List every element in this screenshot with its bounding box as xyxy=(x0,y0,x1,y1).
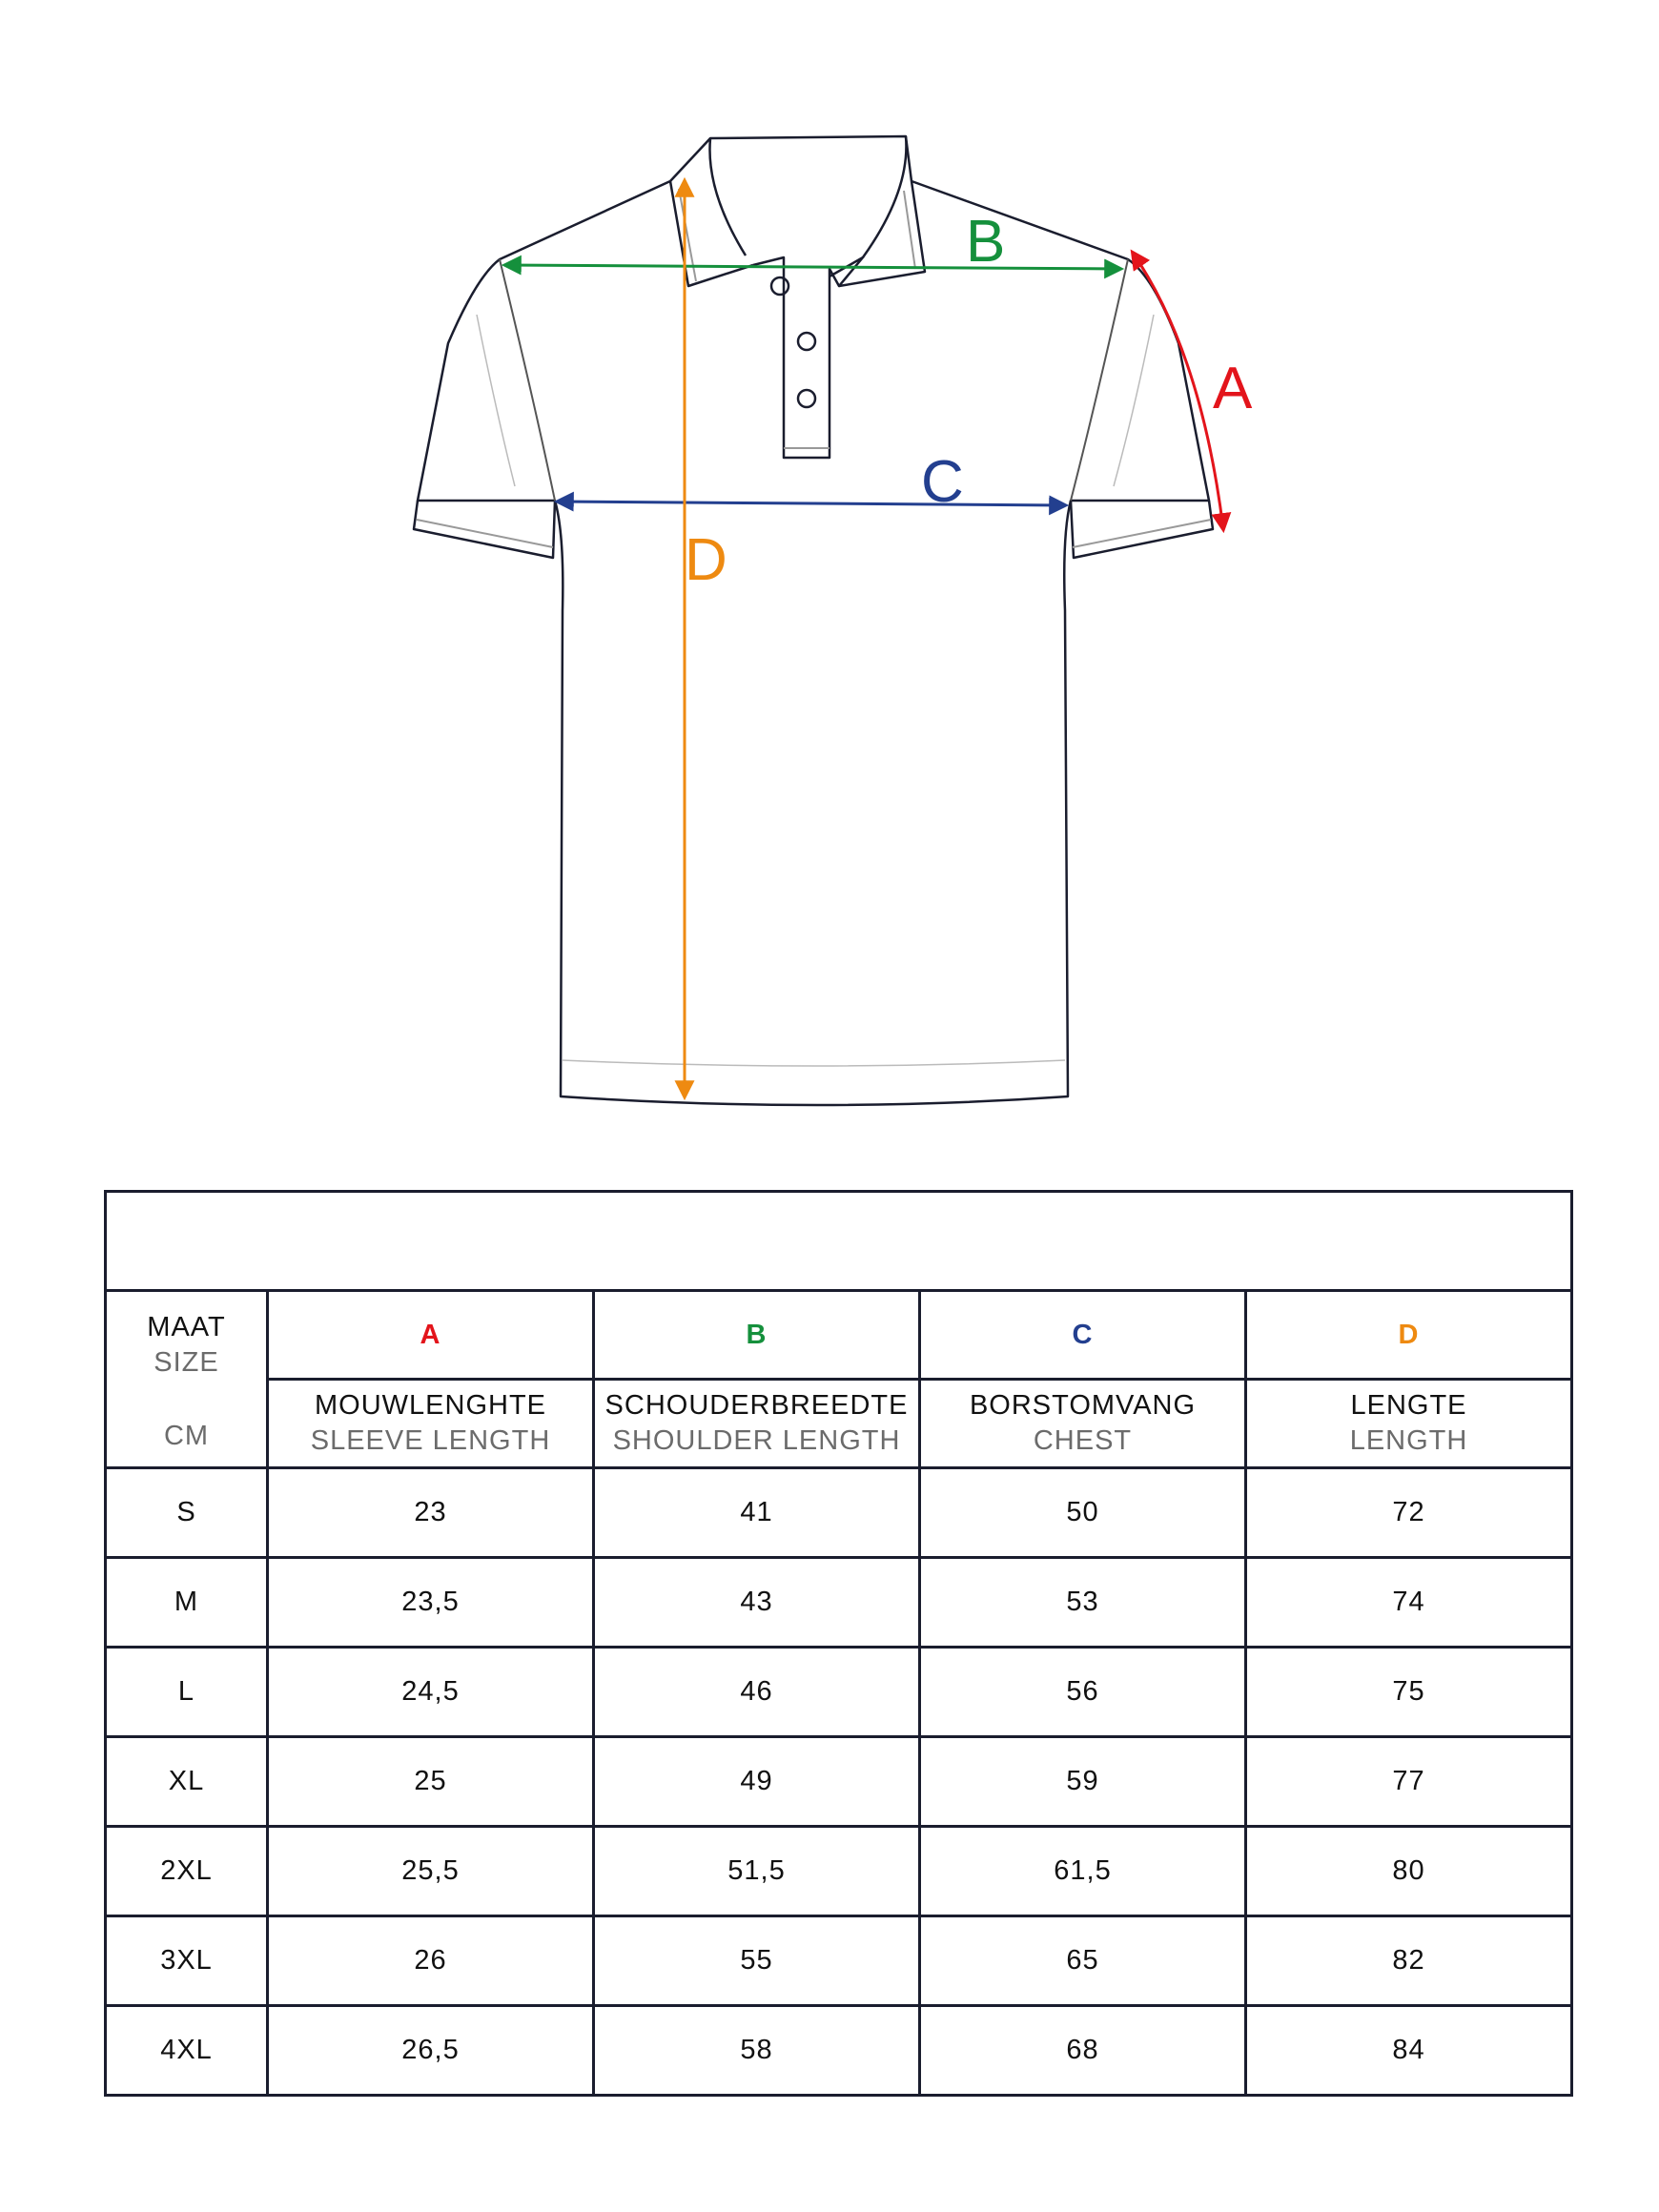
column-letter: B xyxy=(594,1291,920,1380)
label-b: B xyxy=(966,209,1006,275)
column-header-c xyxy=(920,1380,1246,1468)
size-chart-table xyxy=(104,1190,1573,2097)
size-cell: S xyxy=(106,1468,268,1558)
column-label-en: SHOULDER LENGTH xyxy=(612,1425,901,1456)
column-header-a xyxy=(268,1380,594,1468)
value-cell: 26,5 xyxy=(268,2006,594,2096)
column-letter: C xyxy=(920,1291,1246,1380)
table-title xyxy=(106,1192,1572,1291)
column-label-nl: MOUWLENGHTE xyxy=(315,1390,546,1421)
size-header-nl: MAAT xyxy=(147,1312,226,1342)
label-d: D xyxy=(685,527,727,593)
value-cell: 59 xyxy=(920,1737,1246,1827)
table-header-labels xyxy=(106,1380,1572,1468)
table-title-row xyxy=(106,1192,1572,1291)
value-cell: 77 xyxy=(1246,1737,1572,1827)
measure-lines xyxy=(505,181,1223,1096)
table-row xyxy=(106,2006,1572,2096)
value-cell: 72 xyxy=(1246,1468,1572,1558)
table-row xyxy=(106,1916,1572,2006)
value-cell: 74 xyxy=(1246,1558,1572,1648)
column-label-en: CHEST xyxy=(1033,1425,1133,1456)
column-letter: D xyxy=(1246,1291,1572,1380)
value-cell: 23,5 xyxy=(268,1558,594,1648)
shoulder-width-arrow xyxy=(505,265,1120,269)
shirt-outline xyxy=(414,136,1213,1105)
size-cell: XL xyxy=(106,1737,268,1827)
table-row xyxy=(106,1737,1572,1827)
size-cell: 3XL xyxy=(106,1916,268,2006)
size-cell: L xyxy=(106,1648,268,1737)
column-label-nl: BORSTOMVANG xyxy=(969,1390,1197,1421)
column-label-nl: LENGTE xyxy=(1350,1390,1467,1421)
value-cell: 55 xyxy=(594,1916,920,2006)
value-cell: 56 xyxy=(920,1648,1246,1737)
sleeve-length-arrow xyxy=(1133,253,1223,529)
value-cell: 53 xyxy=(920,1558,1246,1648)
size-header-cell xyxy=(106,1291,268,1468)
table-row xyxy=(106,1468,1572,1558)
value-cell: 26 xyxy=(268,1916,594,2006)
size-cell: 2XL xyxy=(106,1827,268,1916)
size-header-unit: CM xyxy=(163,1421,210,1451)
value-cell: 65 xyxy=(920,1916,1246,2006)
value-cell: 50 xyxy=(920,1468,1246,1558)
table-header-letters xyxy=(106,1291,1572,1380)
column-label-en: LENGTH xyxy=(1349,1425,1468,1456)
column-label-en: SLEEVE LENGTH xyxy=(310,1425,551,1456)
value-cell: 82 xyxy=(1246,1916,1572,2006)
value-cell: 61,5 xyxy=(920,1827,1246,1916)
value-cell: 49 xyxy=(594,1737,920,1827)
label-c: C xyxy=(921,449,964,515)
value-cell: 58 xyxy=(594,2006,920,2096)
value-cell: 75 xyxy=(1246,1648,1572,1737)
value-cell: 51,5 xyxy=(594,1827,920,1916)
table-row xyxy=(106,1558,1572,1648)
table-row xyxy=(106,1827,1572,1916)
size-cell: 4XL xyxy=(106,2006,268,2096)
size-cell: M xyxy=(106,1558,268,1648)
chest-width-arrow xyxy=(558,502,1065,505)
value-cell: 41 xyxy=(594,1468,920,1558)
value-cell: 24,5 xyxy=(268,1648,594,1737)
value-cell: 25,5 xyxy=(268,1827,594,1916)
column-label-nl: SCHOUDERBREEDTE xyxy=(604,1390,909,1421)
column-header-d xyxy=(1246,1380,1572,1468)
value-cell: 80 xyxy=(1246,1827,1572,1916)
table-row xyxy=(106,1648,1572,1737)
value-cell: 68 xyxy=(920,2006,1246,2096)
value-cell: 23 xyxy=(268,1468,594,1558)
column-header-b xyxy=(594,1380,920,1468)
size-header-en: SIZE xyxy=(154,1347,219,1378)
value-cell: 84 xyxy=(1246,2006,1572,2096)
label-a: A xyxy=(1213,356,1253,421)
value-cell: 46 xyxy=(594,1648,920,1737)
value-cell: 25 xyxy=(268,1737,594,1827)
column-letter: A xyxy=(268,1291,594,1380)
value-cell: 43 xyxy=(594,1558,920,1648)
